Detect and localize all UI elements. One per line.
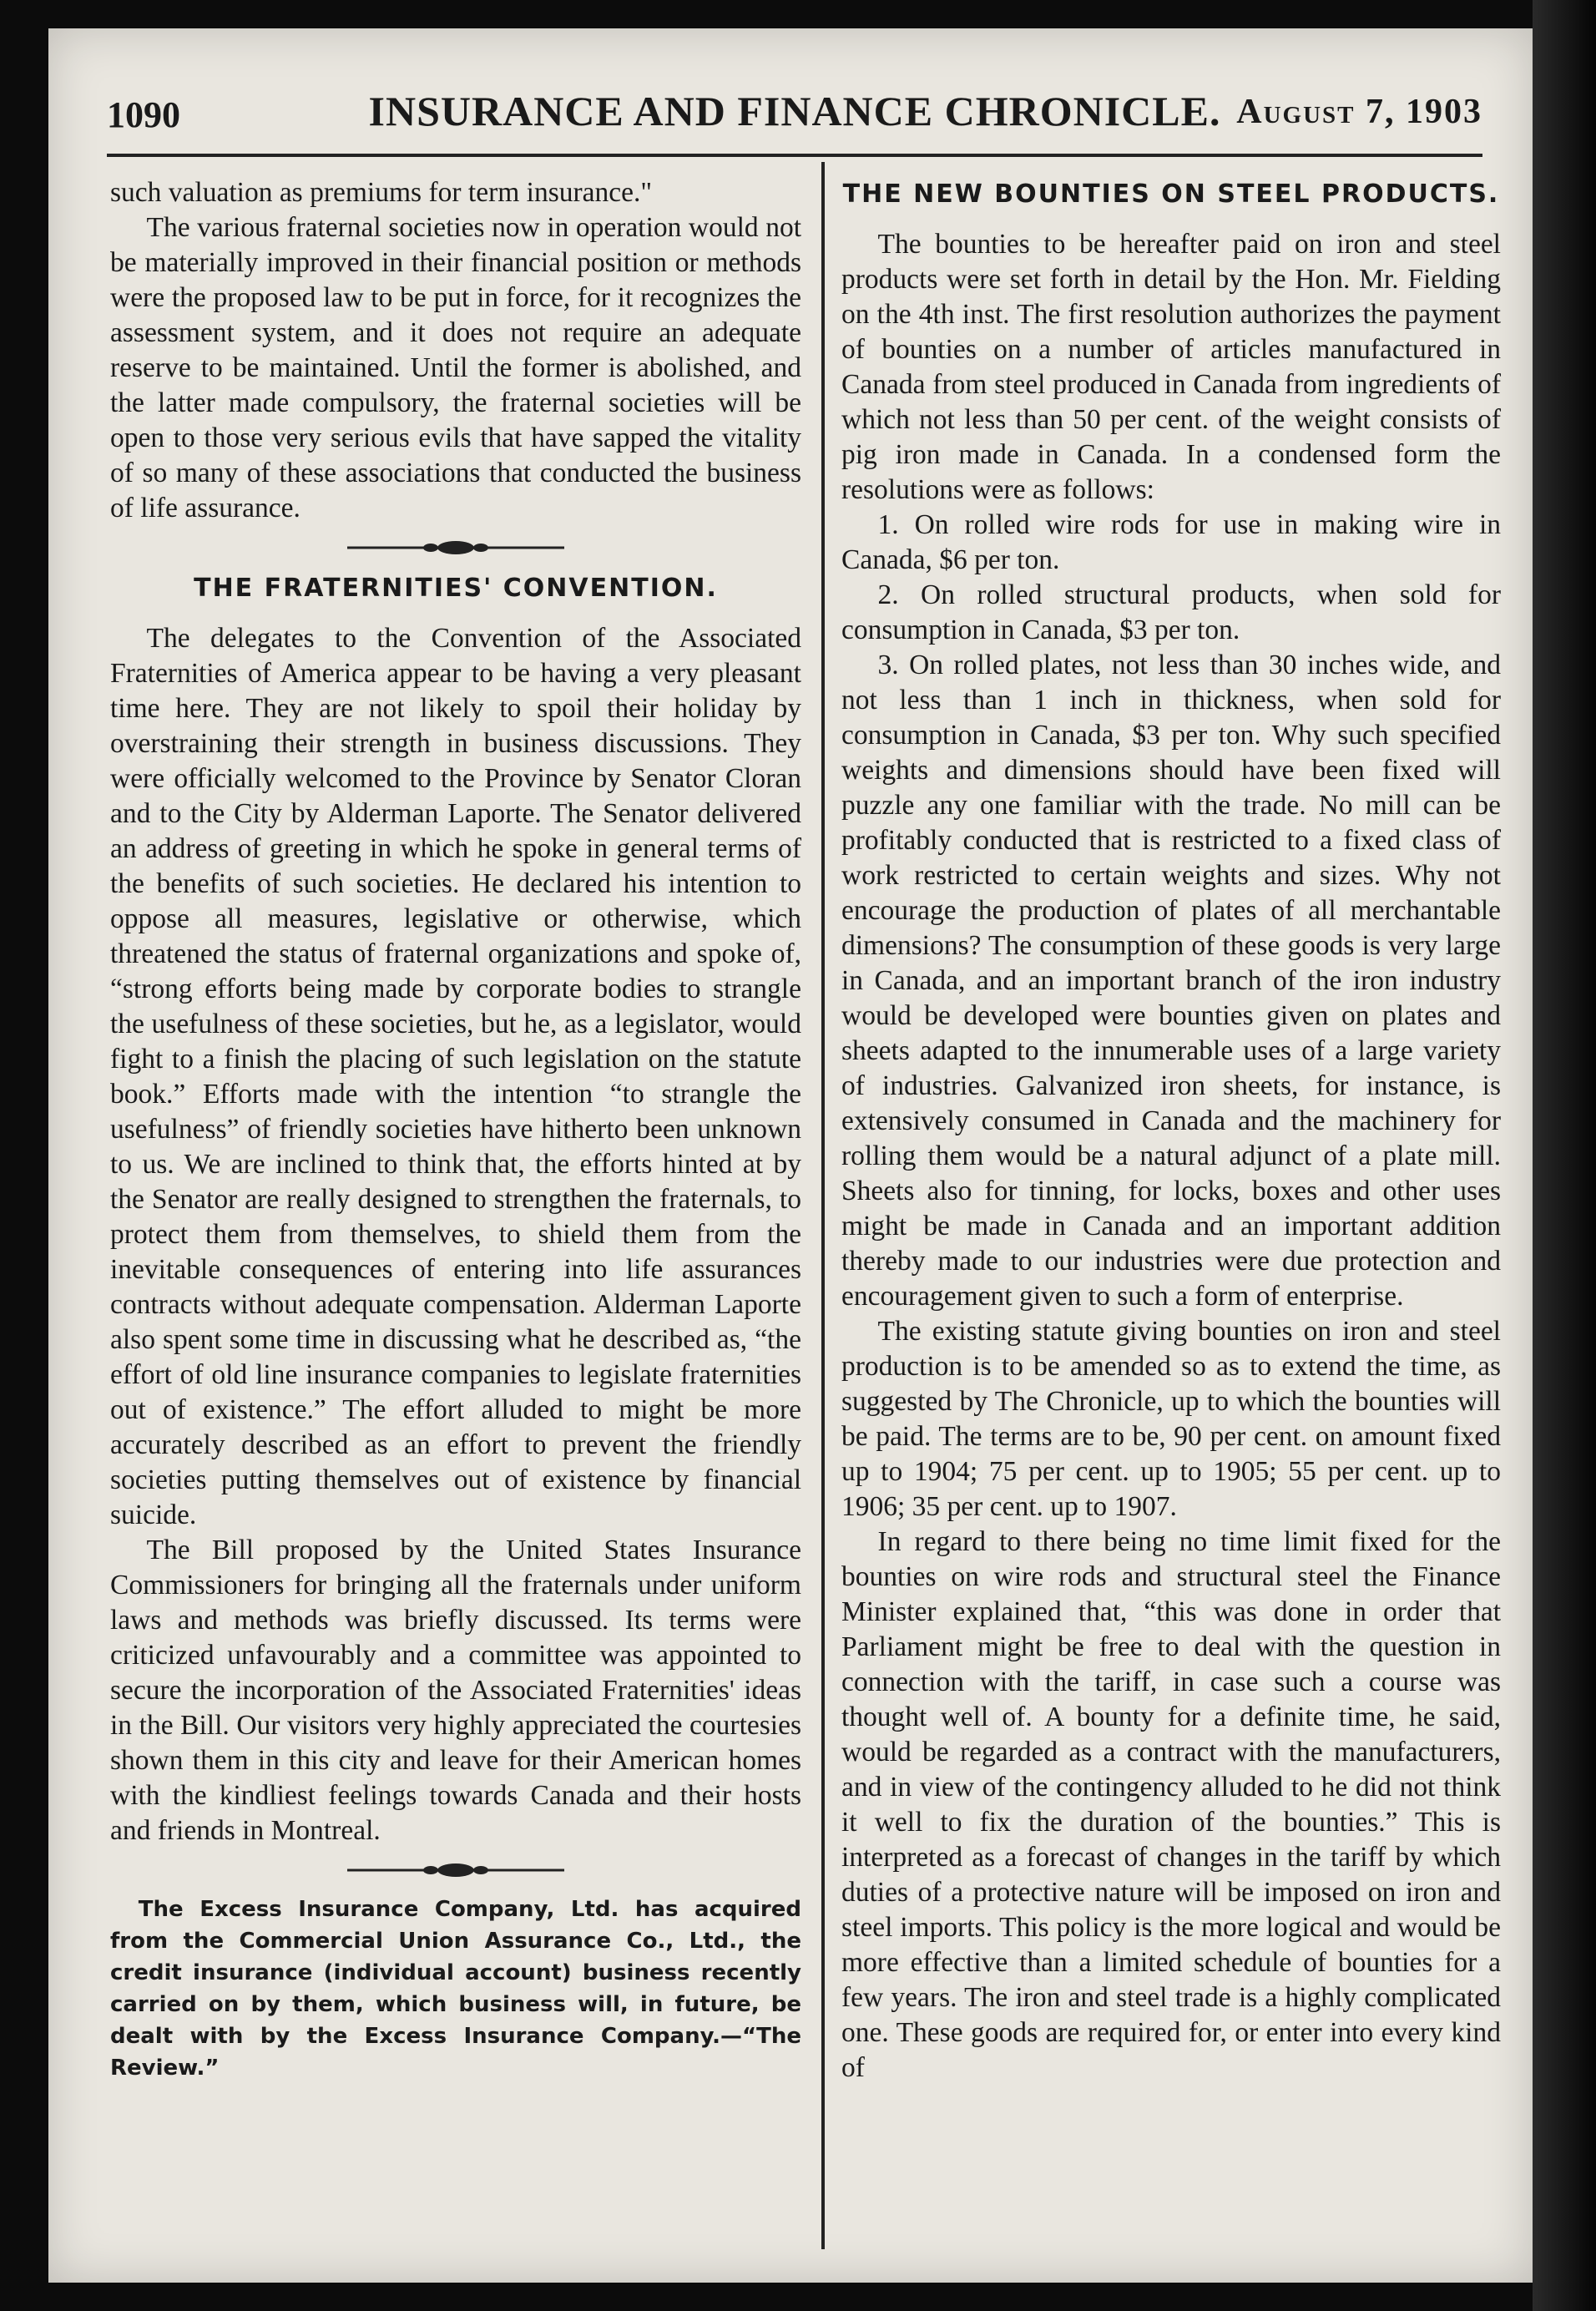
- resolution-item: 2. On rolled structural products, when sold for consumption in Canada, $3 per ton.: [841, 579, 1501, 645]
- business-notice: The Excess Insurance Company, Ltd. has acquired from the Commercial Union Assurance Co., Ltd., the credit insurance (individual account) business recently carried on by them, which business will, in future, be dealt with by the Excess Insurance Company.—“The Review.”: [110, 1897, 801, 2081]
- left-column: [110, 175, 801, 2084]
- scan-edge: [1533, 0, 1596, 2311]
- article-paragraph: The existing statute giving bounties on iron and steel production is to be amended so as to extend the time, as suggested by The Chronicle, up to which the bounties will be paid. The terms are to be, 90 per cent. on amount fixed up to 1904; 75 per cent. up to 1905; 55 per cent. up to 1906; 35 per cent. up to 1907.: [841, 1316, 1501, 1522]
- resolution-item: 1. On rolled wire rods for use in making wire in Canada, $6 per ton.: [841, 509, 1501, 575]
- article-paragraph: The delegates to the Convention of the Associated Fraternities of America appear to be having a very pleasant time here. They are not likely to spoil their holiday by overstraining their strength in business discussions. They were officially welcomed to the Province by Senator Cloran and to the City by Alderman Laporte. The Senator delivered an address of greeting in which he spoke in general terms of the benefits of such societies. He declared his intention to oppose all measures, legislative or otherwise, which threatened the status of fraternal organizations and spoke of, “strong efforts being made by corporate bodies to strangle the usefulness of these societies, but he, as a legislator, would fight to a finish the placing of such legislation on the statute book.” Efforts made with the intention “to strangle the usefulness” of friendly societies have hitherto been unknown to us. We are inclined to think that, the efforts hinted at by the Senator are really designed to strengthen the fraternals, to protect them from themselves, to shield them from the inevitable consequences of entering into life assurances contracts without adequate compensation. Alderman Laporte also spent some time in discussing what he described as, “the effort of old line insurance companies to legislate fraternities out of existence.” The effort alluded to might be more accurately described as an effort to prevent the friendly societies putting themselves out of existence by financial suicide.: [110, 623, 801, 1530]
- section-heading: THE FRATERNITIES' CONVENTION.: [194, 574, 718, 603]
- article-continuation: such valuation as premiums for term insurance.": [110, 177, 653, 208]
- newspaper-page: [48, 28, 1533, 2283]
- article-paragraph: The bounties to be hereafter paid on iron and steel products were set forth in detail by the Hon. Mr. Fielding on the 4th inst. The first resolution authorizes the payment of bounties on a number of articles manufactured in Canada from steel produced in Canada from ingredients of which not less than 50 per cent. of the weight consists of pig iron made in Canada. In a condensed form the resolutions were as follows:: [841, 229, 1501, 505]
- header-rule: [107, 154, 1482, 157]
- article-paragraph: The Bill proposed by the United States Insurance Commissioners for bringing all the fraternals under uniform laws and methods was briefly discussed. Its terms were criticized unfavourably and a committee was appointed to secure the incorporation of the Associated Fraternities' ideas in the Bill. Our visitors very highly appreciated the courtesies shown them in this city and leave for their American homes with the kindliest feelings towards Canada and their hosts and friends in Montreal.: [110, 1535, 801, 1846]
- page-header: [107, 78, 1482, 137]
- article-paragraph: In regard to there being no time limit fixed for the bounties on wire rods and structural steel the Finance Minister explained that, “this was done in order that Parliament might be free to deal with the question in connection with the tariff, in case such a course was thought well of. A bounty for a definite time, he said, would be regarded as a contract with the manufacturers, and in view of the contingency alluded to he did not think it well to fix the duration of the bounties.” This is interpreted as a forecast of changes in the tariff by which duties of a protective nature will be imposed on iron and steel imports. This policy is the more logical and would be more effective than a limited schedule of bounties for a few years. The iron and steel trade is a highly complicated one. These goods are required for, or enter into every kind of: [841, 1526, 1501, 2083]
- article-paragraph: The various fraternal societies now in operation would not be materially improved in their financial position or methods were the proposed law to be put in force, for it recognizes the assessment system, and it does not require an adequate reserve to be maintained. Until the former is abolished, and the latter made compulsory, the fraternal societies will be open to those very serious evils that have sapped the vitality of so many of these associations that conducted the business of life assurance.: [110, 212, 801, 523]
- ornament-divider: [347, 1860, 564, 1880]
- column-divider: [821, 162, 825, 2249]
- right-column: [841, 169, 1501, 2086]
- issue-date: August 7, 1903: [1236, 93, 1482, 131]
- section-heading: THE NEW BOUNTIES ON STEEL PRODUCTS.: [842, 180, 1500, 209]
- resolution-item: 3. On rolled plates, not less than 30 inches wide, and not less than 1 inch in thickness, when sold for consumption in Canada, $3 per ton. Why such specified weights and dimensions should have been fixed will puzzle any one familiar with the trade. No mill can be profitably conducted that is restricted to a fixed class of work restricted to certain weights and sizes. Why not encourage the production of plates of all merchantable dimensions? The consumption of these goods is very large in Canada, and an important branch of the iron industry would be developed were bounties given on plates and sheets adapted to the innumerable uses of a large variety of industries. Galvanized iron sheets, for instance, is extensively consumed in Canada and the machinery for rolling them would be a natural adjunct of a plate mill. Sheets also for tinning, for locks, boxes and other uses might be made in Canada and an important addition thereby made to our industries were due protection and encouragement given to such a form of enterprise.: [841, 650, 1501, 1312]
- journal-title: INSURANCE AND FINANCE CHRONICLE.: [368, 88, 1221, 134]
- page-number: 1090: [107, 94, 180, 135]
- ornament-divider: [347, 538, 564, 558]
